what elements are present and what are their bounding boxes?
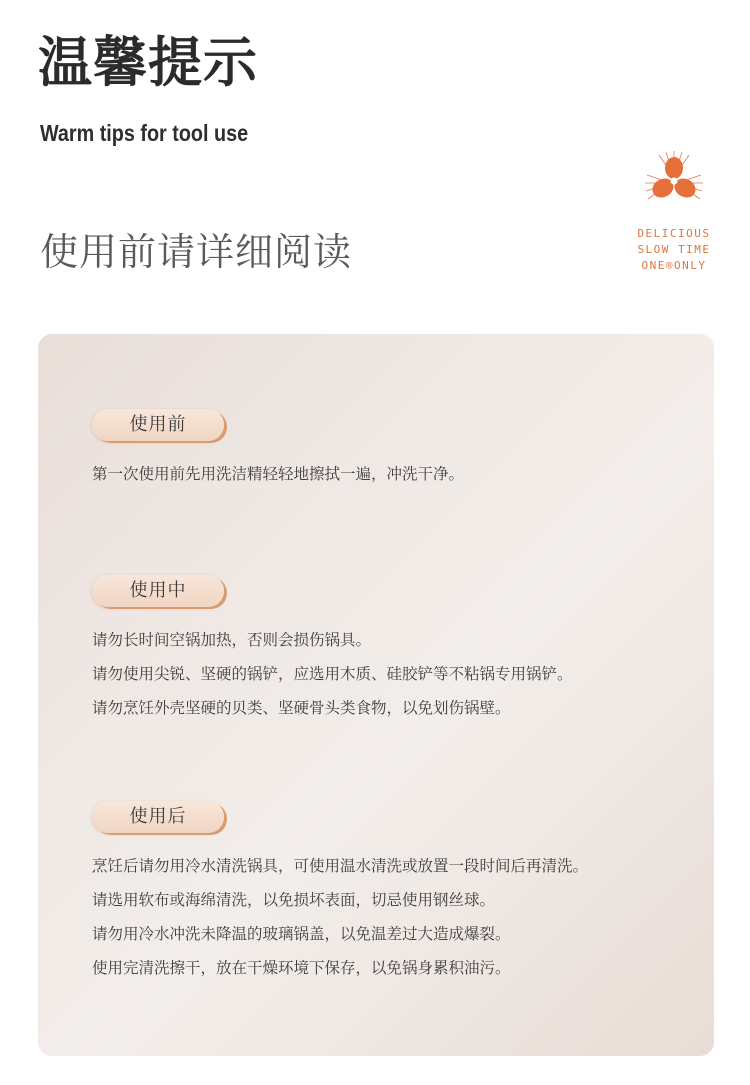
tip-line: 请勿长时间空锅加热，否则会损伤锅具。 (92, 631, 372, 649)
brand-logo (626, 150, 722, 274)
section-label-badge: 使用后 (92, 801, 224, 833)
tip-line: 第一次使用前先用洗洁精轻轻地擦拭一遍，冲洗干净。 (92, 465, 465, 483)
tips-card (38, 334, 714, 1056)
brand-line: DELICIOUS (637, 227, 711, 240)
brand-line: ONE®ONLY (641, 259, 707, 272)
tip-line: 请选用软布或海绵清洗，以免损坏表面，切忌使用钢丝球。 (92, 891, 496, 909)
flower-logo-icon (643, 150, 705, 212)
tip-line: 请勿用冷水冲洗未降温的玻璃锅盖，以免温差过大造成爆裂。 (92, 925, 511, 943)
page-title: 温馨提示 (38, 31, 258, 94)
section-label-badge: 使用中 (92, 575, 224, 607)
section-during-use (92, 575, 573, 725)
tip-line: 请勿烹饪外壳坚硬的贝类、坚硬骨头类食物，以免划伤锅壁。 (92, 699, 511, 717)
tip-line: 烹饪后请勿用冷水清洗锅具，可使用温水清洗或放置一段时间后再清洗。 (92, 857, 589, 875)
section-before-use (92, 409, 464, 491)
section-after-use (92, 801, 588, 985)
read-notice: 使用前请详细阅读 (40, 230, 353, 274)
brand-line: SLOW TIME (637, 243, 711, 256)
section-label-badge: 使用前 (92, 409, 224, 441)
tip-line: 请勿使用尖锐、坚硬的锅铲，应选用木质、硅胶铲等不粘锅专用锅铲。 (92, 665, 573, 683)
tip-line: 使用完清洗擦干，放在干燥环境下保存，以免锅身累积油污。 (92, 959, 511, 977)
page-subtitle-en: Warm tips for tool use (40, 120, 249, 146)
